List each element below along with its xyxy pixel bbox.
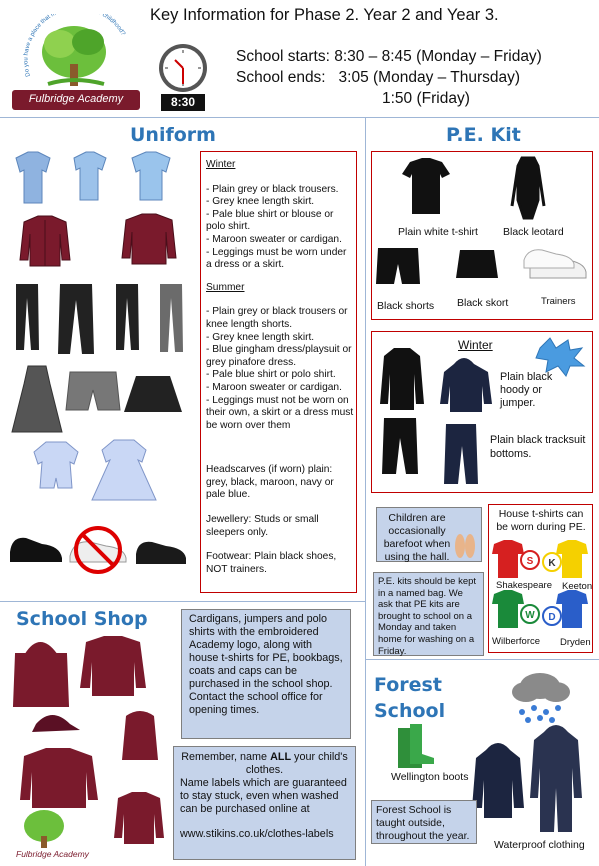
jewellery-note: Jewellery: Studs or small sleepers only. — [206, 514, 319, 538]
uniform-info — [206, 159, 354, 576]
summer-item: - Pale blue shirt or polo shirt. — [206, 369, 336, 381]
grey-trousers-icon — [160, 284, 183, 352]
headscarves-note: Headscarves (if worn) plain: grey, black, maroon, navy or pale blue. — [206, 464, 334, 501]
black-trousers-icon — [16, 284, 139, 354]
maroon-jumper-icon — [80, 636, 146, 696]
skort-icon — [456, 250, 498, 278]
grey-skirt-icon — [124, 376, 182, 412]
pe-bag-note-box — [373, 572, 484, 656]
tracksuit-navy-icon — [444, 424, 478, 484]
winter-item: - Leggings must be worn under a dress or a skirt. — [206, 246, 347, 271]
winter-title: Winter — [206, 159, 236, 170]
summer-item: - Leggings must not be worn on their own, a skirt or a dress must be worn over them — [206, 394, 354, 431]
tracksuit-icon — [382, 418, 418, 474]
grey-shorts-icon — [66, 372, 120, 410]
pe-winter-title: Winter — [458, 338, 493, 352]
shop-info-box — [181, 609, 351, 739]
name-labels-box — [173, 746, 356, 860]
waterproof-suit-icon — [530, 725, 582, 832]
uniform-pictures — [6, 148, 198, 588]
wellington-boots-icon — [398, 724, 434, 768]
tshirt-icon — [402, 158, 450, 214]
column-divider — [365, 118, 366, 866]
trainers-caption: Trainers — [541, 296, 576, 307]
maroon-cap-icon — [32, 715, 80, 732]
leotard-icon — [512, 158, 544, 218]
stikins-link[interactable]: www.stikins.co.uk/clothes-labels — [180, 828, 334, 840]
wilberforce-label: Wilberforce — [492, 636, 541, 647]
hoody-blue-icon — [440, 358, 492, 412]
no-trainers-icon — [70, 528, 126, 572]
boots-caption: Wellington boots — [391, 771, 469, 783]
dryden-label: Dryden — [560, 637, 591, 648]
black-strap-shoe-icon — [136, 542, 186, 564]
name-reminder-post: your child's clothes. — [245, 751, 348, 776]
forest-heading-2: School — [374, 700, 446, 722]
gingham-dress-icon — [92, 440, 156, 500]
house-shirts-title: House t-shirts can be worn during PE. — [496, 508, 586, 533]
summer-item: - Grey knee length skirt. — [206, 331, 315, 343]
summer-title: Summer — [206, 281, 245, 293]
shop-divider — [0, 601, 365, 602]
maroon-cardigan-icon — [20, 216, 70, 266]
uniform-heading: Uniform — [130, 124, 216, 146]
clock-digital: 8:30 — [161, 94, 205, 111]
pale-blue-shirt-icon — [16, 152, 50, 203]
shop-heading: School Shop — [16, 608, 148, 630]
maroon-backpack-icon — [122, 711, 158, 760]
wilberforce-letter: W — [525, 610, 535, 621]
school-ends: School ends: 3:05 (Monday – Thursday) — [236, 69, 521, 86]
trainers-icon — [524, 250, 586, 278]
pe-winter-pictures — [376, 334, 596, 488]
shakespeare-label: Shakespeare — [496, 580, 552, 591]
forest-heading-1: Forest — [374, 674, 442, 696]
skort-caption: Black skort — [457, 297, 509, 309]
pe-heading: P.E. Kit — [446, 124, 521, 146]
school-starts: School starts: 8:30 – 8:45 (Monday – Friday) — [236, 48, 542, 65]
shakespeare-letter: S — [526, 556, 534, 567]
winter-item: - Plain grey or black trousers. — [206, 183, 339, 195]
tshirt-caption: Plain white t-shirt — [398, 226, 478, 238]
footwear-note: Footwear: Plain black shoes, NOT trainers. — [206, 551, 337, 575]
pe-bag-note: P.E. kits should be kept in a named bag. We ask that PE kits are brought to school on a Monday and taken home for washing on a Friday. — [378, 576, 477, 657]
school-ends-friday: 1:50 (Friday) — [382, 90, 470, 107]
rain-cloud-icon — [512, 673, 570, 723]
header-divider — [0, 117, 599, 118]
clothing-caption: Waterproof clothing — [494, 839, 585, 851]
shop-info: Cardigans, jumpers and polo shirts with the embroidered Academy logo, along with house t-shirts for PE, bookbags, coats and caps can be purchased in the school shop. — [189, 613, 343, 690]
clock-icon — [155, 42, 211, 112]
page-title: Key Information for Phase 2. Year 2 and Year 3. — [150, 6, 499, 24]
grey-pinafore-icon — [12, 366, 62, 432]
bare-feet-icon — [452, 528, 478, 560]
gingham-playsuit-icon — [34, 442, 78, 488]
shorts-caption: Black shorts — [377, 300, 435, 312]
pale-blue-blouse-icon — [74, 152, 106, 200]
academy-logo — [8, 14, 148, 110]
summer-item: - Maroon sweater or cardigan. — [206, 381, 342, 393]
winter-item: - Pale blue shirt or blouse or polo shirt. — [206, 208, 334, 233]
name-reminder-pre: Remember, name — [181, 751, 271, 763]
pale-blue-polo-icon — [132, 152, 170, 200]
shorts-icon — [376, 248, 420, 284]
hoody-icon — [380, 348, 424, 410]
summer-item: - Plain grey or black trousers or knee length shorts. — [206, 306, 348, 330]
shop-contact: Contact the school office for opening times. — [189, 691, 323, 716]
keeton-label: Keeton — [562, 581, 593, 592]
logo-motto: Do you have a place that m childhood? — [23, 14, 126, 78]
black-shoe-icon — [10, 538, 62, 562]
winter-item: - Grey knee length skirt. — [206, 196, 315, 208]
name-reminder-bold: ALL — [270, 751, 292, 763]
pe-winter-bottoms: Plain black tracksuit bottoms. — [490, 434, 586, 460]
wilberforce-shirt-icon — [492, 590, 539, 628]
barefoot-note: Children are occasionally barefoot when using the hall. — [383, 512, 451, 563]
bookbag-icon — [14, 643, 68, 706]
maroon-sweater-icon — [122, 214, 176, 264]
keeton-letter: K — [548, 558, 556, 569]
name-reminder — [180, 751, 349, 777]
pe-winter-hoody: Plain black hoody or jumper. — [500, 371, 553, 409]
shop-pictures — [4, 632, 176, 864]
name-labels-info: Name labels which are guaranteed to stay stuck, even when washed can be purchased online at — [180, 777, 347, 815]
shop-logo-text: Fulbridge Academy — [16, 849, 89, 859]
summer-item: - Blue gingham dress/playsuit or grey pinafore dress. — [206, 344, 352, 368]
forest-note-box — [371, 800, 477, 844]
header — [0, 0, 599, 118]
winter-item: - Maroon sweater or cardigan. — [206, 233, 342, 245]
waterproof-jacket-icon — [472, 743, 524, 818]
leotard-caption: Black leotard — [503, 226, 564, 238]
logo-text: Fulbridge Academy — [28, 93, 124, 105]
dryden-letter: D — [548, 612, 556, 623]
forest-divider — [365, 659, 599, 660]
maroon-zip-top-icon — [114, 792, 164, 844]
forest-note: Forest School is taught outside, throughout the year. — [376, 804, 470, 842]
maroon-coat-icon — [20, 748, 98, 808]
